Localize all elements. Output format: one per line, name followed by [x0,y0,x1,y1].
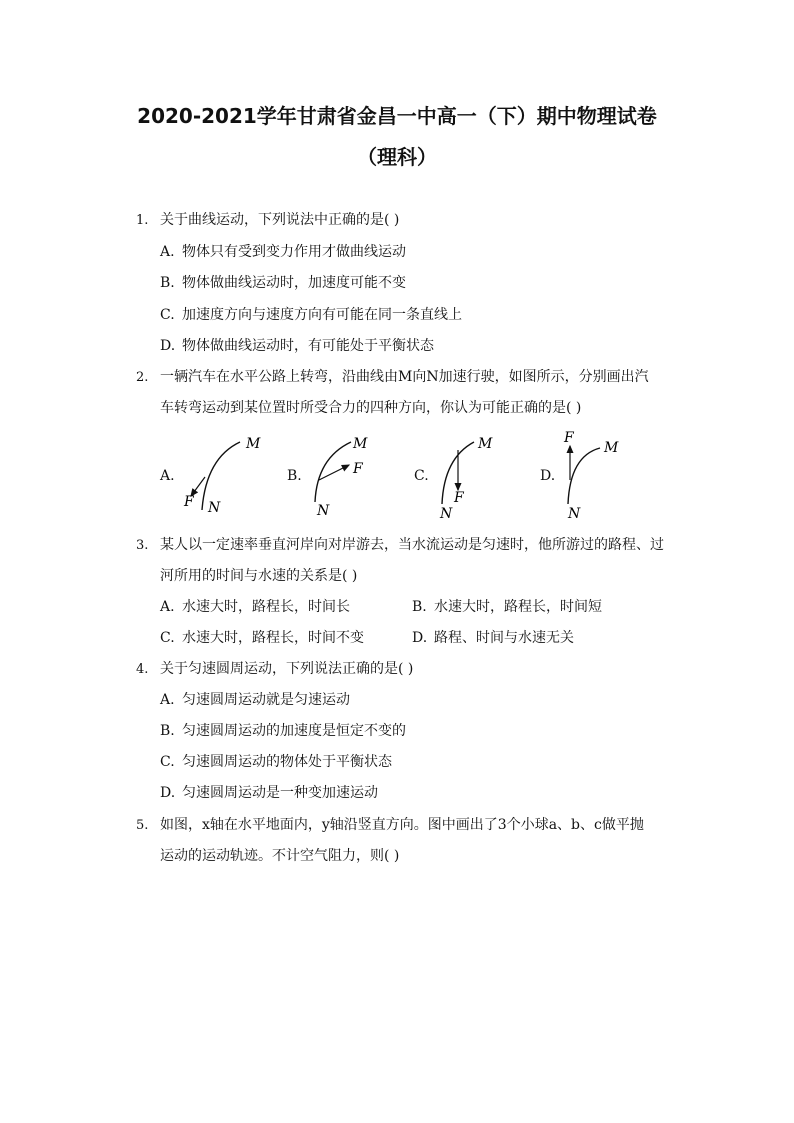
figure-c-diagram [430,430,520,520]
question-2-text-line1: 一辆汽车在水平公路上转弯，沿曲线由M向N加速行驶，如图所示，分别画出汽 [160,369,649,385]
point-n-label: N [440,506,453,520]
question-1-option-d: D. 物体做曲线运动时，有可能处于平衡状态 [160,338,434,354]
question-3-option-c: C. 水速大时，路程长，时间不变 [160,630,364,646]
question-3-text-line1: 某人以一定速率垂直河岸向对岸游去，当水流运动是匀速时，他所游过的路程、过 [160,537,664,553]
point-n-label: N [568,506,581,522]
question-3-text-line2: 河所用的时间与水速的关系是( ) [160,568,358,584]
exam-subtitle: （理科） [357,145,437,169]
force-f-label: F [184,494,194,510]
question-3-option-b: B. 水速大时，路程长，时间短 [412,599,602,615]
exam-title: 2020-2021学年甘肃省金昌一中高一（下）期中物理试卷 [137,104,657,128]
point-m-label: M [246,436,261,452]
figure-a-diagram [178,430,268,520]
point-n-label: N [317,503,330,519]
question-1-text: 关于曲线运动，下列说法中正确的是( ) [160,212,400,228]
question-3-option-d: D. 路程、时间与水速无关 [412,630,574,646]
point-m-label: M [604,440,619,456]
question-1-option-a: A. 物体只有受到变力作用才做曲线运动 [160,244,406,260]
question-5-text-line2: 运动的运动轨迹。不计空气阻力，则( ) [160,848,400,864]
figure-d-diagram [558,428,658,523]
figure-c-label: C. [414,468,429,484]
question-3-number: 3. [136,538,149,553]
curve-path [315,442,351,502]
curve-path [568,448,600,504]
figure-b-diagram [305,430,395,520]
question-4-text: 关于匀速圆周运动，下列说法正确的是( ) [160,661,414,677]
question-1-option-b: B. 物体做曲线运动时，加速度可能不变 [160,275,406,291]
question-3-option-a: A. 水速大时，路程长，时间长 [160,599,350,615]
question-2-number: 2. [136,370,149,385]
question-1-number: 1. [136,213,149,228]
force-f-label: F [564,430,574,446]
question-4-option-b: B. 匀速圆周运动的加速度是恒定不变的 [160,723,406,739]
figure-d-label: D. [540,468,556,484]
question-4-option-c: C. 匀速圆周运动的物体处于平衡状态 [160,754,392,770]
question-5-number: 5. [136,818,149,833]
question-2-text-line2: 车转弯运动到某位置时所受合力的四种方向，你认为可能正确的是( ) [160,400,582,416]
question-5-text-line1: 如图，x轴在水平地面内，y轴沿竖直方向。图中画出了3个小球a、b、c做平抛 [160,817,644,833]
point-n-label: N [208,500,221,516]
question-4-option-a: A. 匀速圆周运动就是匀速运动 [160,692,350,708]
question-4-number: 4. [136,662,149,677]
question-4-option-d: D. 匀速圆周运动是一种变加速运动 [160,785,378,801]
point-m-label: M [353,436,368,452]
force-f-label: F [353,461,363,477]
figure-b-label: B. [287,468,302,484]
force-f-label: F [454,490,464,506]
figure-a-label: A. [160,468,175,484]
question-1-option-c: C. 加速度方向与速度方向有可能在同一条直线上 [160,307,462,323]
point-m-label: M [478,436,493,452]
